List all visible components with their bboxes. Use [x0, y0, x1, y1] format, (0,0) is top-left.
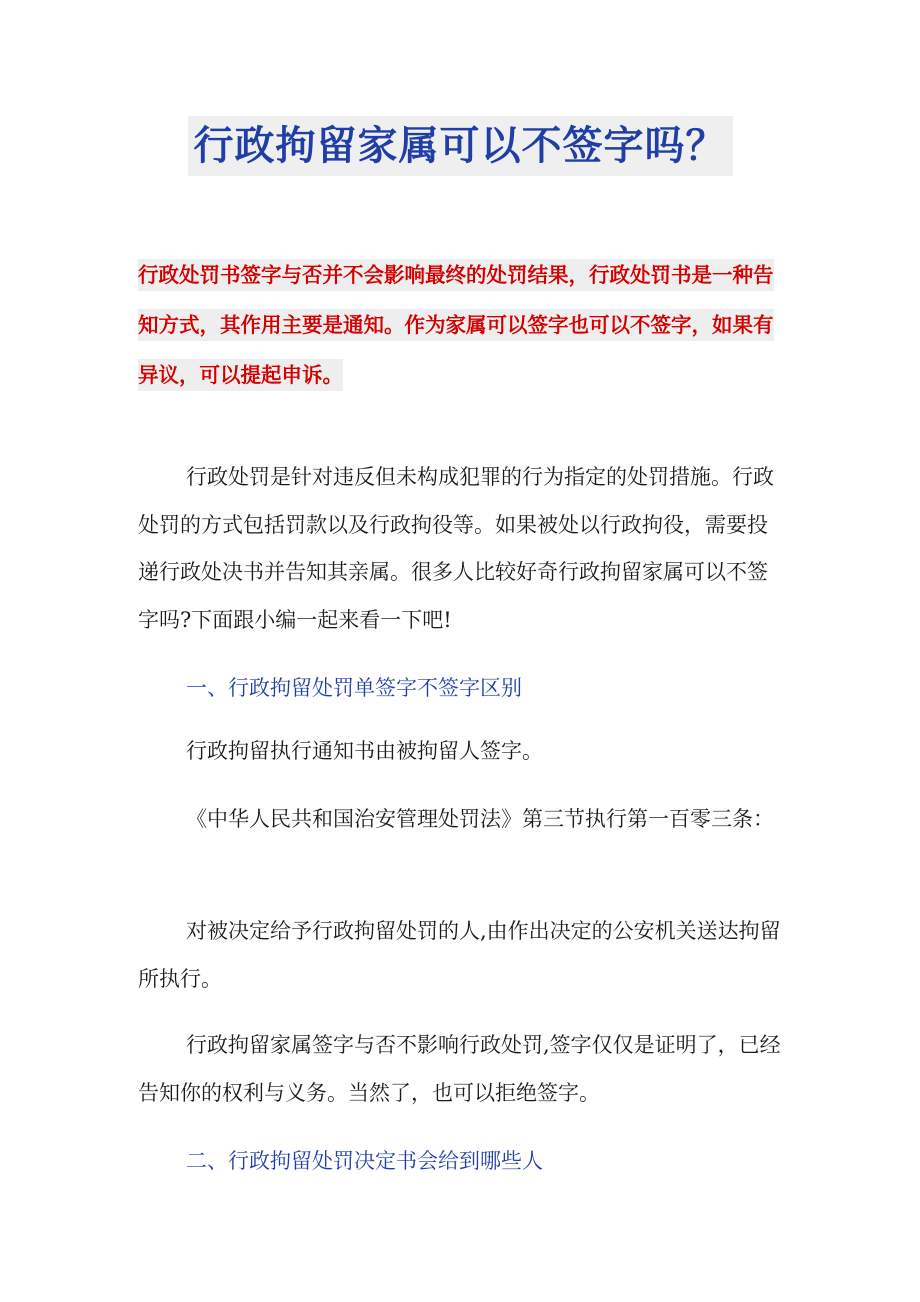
section1-paragraph-1	[138, 728, 788, 776]
intro-text: 行政处罚是针对违反但未构成犯罪的行为指定的处罚措施。行政处罚的方式包括罚款以及行政拘役等。如果被处以行政拘役，需要投递行政处决书并告知其亲属。很多人比较好奇行政拘留家属可以不签字吗?下面跟小编一起来看一下吧!	[138, 465, 774, 632]
page-title: 行政拘留家属可以不签字吗？	[188, 116, 733, 176]
section1-p1-text: 行政拘留执行通知书由被拘留人签字。	[186, 739, 543, 763]
section1-paragraph-4	[138, 1022, 788, 1117]
section-heading-1: 一、行政拘留处罚单签字不签字区别	[186, 676, 522, 700]
section1-p2-text: 《中华人民共和国治安管理处罚法》第三节执行第一百零三条：	[186, 807, 774, 831]
section1-p4-text: 行政拘留家属签字与否不影响行政处罚,签字仅仅是证明了，已经告知你的权利与义务。当然了，也可以拒绝签字。	[138, 1033, 781, 1105]
summary-text: 行政处罚书签字与否并不会影响最终的处罚结果，行政处罚书是一种告知方式，其作用主要是通知。作为家属可以签字也可以不签字，如果有异议，可以提起申诉。	[138, 259, 774, 391]
section1-paragraph-2	[138, 796, 788, 844]
title-wrapper	[0, 116, 920, 176]
section1-p3-text: 对被决定给予行政拘留处罚的人,由作出决定的公安机关送达拘留所执行。	[138, 919, 781, 991]
section1-paragraph-3	[138, 908, 788, 1003]
section-heading-2: 二、行政拘留处罚决定书会给到哪些人	[186, 1149, 543, 1173]
summary-highlight	[138, 250, 788, 400]
intro-paragraph	[138, 454, 788, 644]
